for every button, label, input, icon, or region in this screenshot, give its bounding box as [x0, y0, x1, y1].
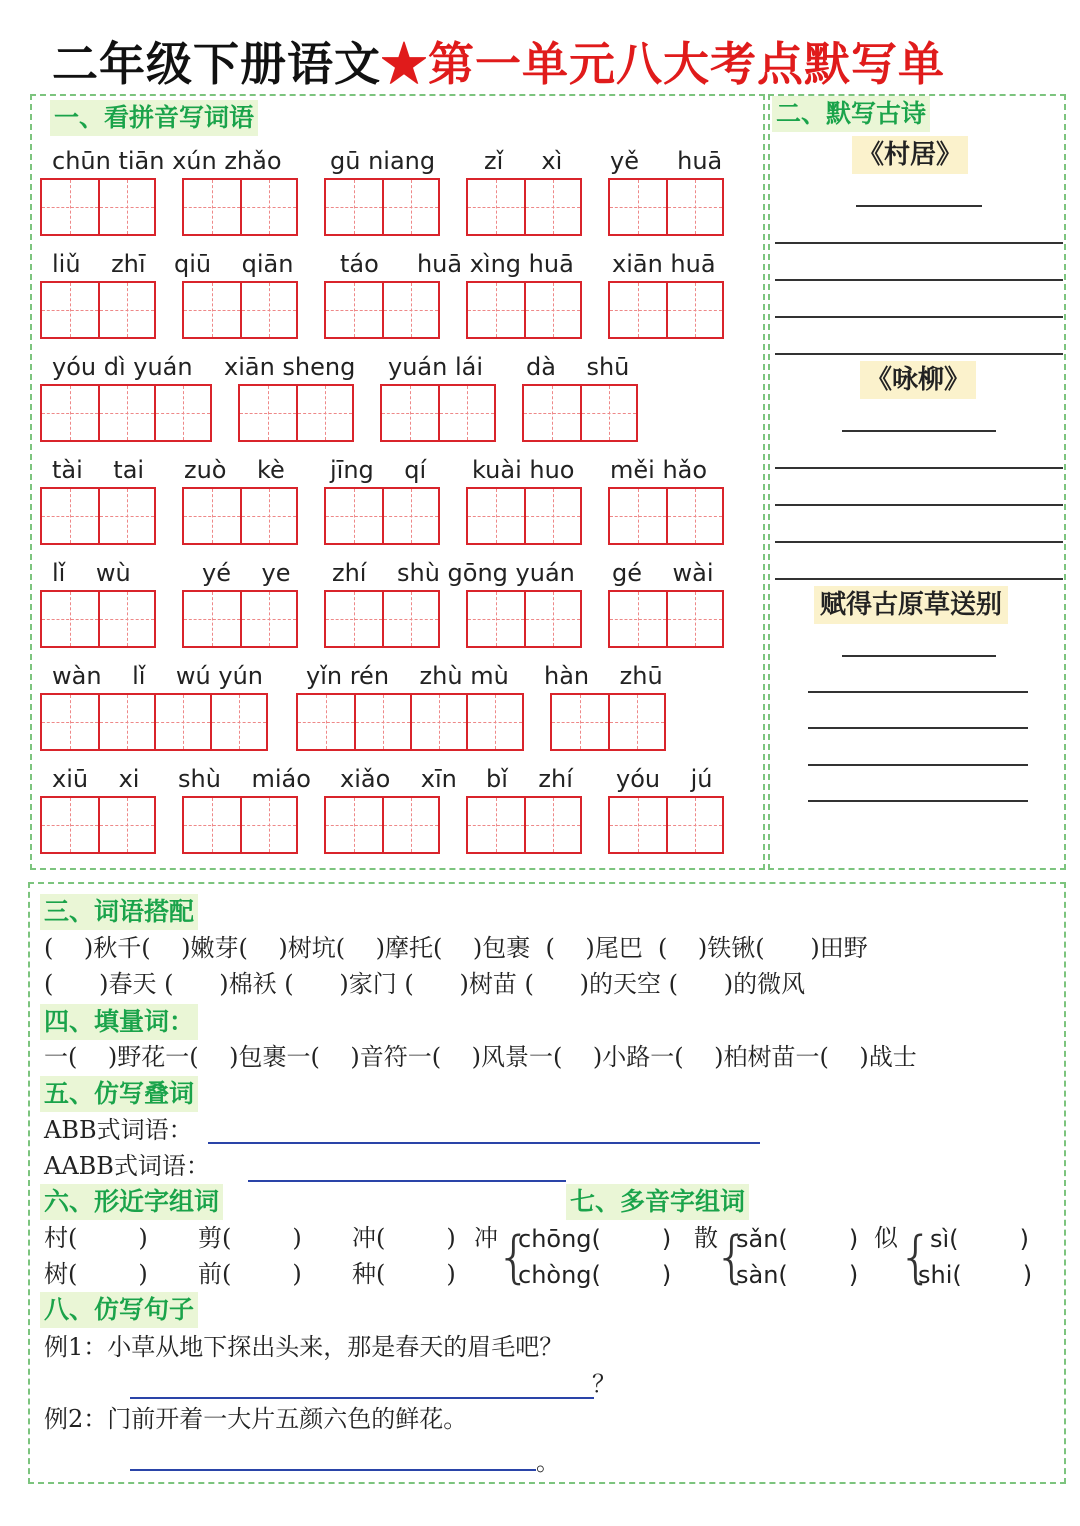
- pinyin-label: lǐ wù: [52, 559, 131, 587]
- writing-grid[interactable]: [324, 487, 440, 545]
- section-5-heading: 五、仿写叠词: [40, 1076, 198, 1112]
- section-8-heading: 八、仿写句子: [40, 1292, 198, 1328]
- similar-char-item[interactable]: 树( ): [44, 1260, 148, 1288]
- pinyin-label: yóu dì yuán: [52, 353, 193, 381]
- writing-grid[interactable]: [182, 178, 298, 236]
- writing-grid[interactable]: [324, 281, 440, 339]
- aabb-answer-line[interactable]: [248, 1180, 566, 1182]
- answer-line[interactable]: [808, 727, 1028, 729]
- similar-char-item[interactable]: 种( ): [352, 1260, 456, 1288]
- pinyin-label: yóu jú: [616, 765, 713, 793]
- aabb-label: AABB式词语：: [44, 1152, 210, 1180]
- pinyin-label: xiān sheng: [224, 353, 356, 381]
- polyphone-item[interactable]: sàn( ): [736, 1261, 859, 1289]
- section-7-heading: 七、多音字组词: [566, 1184, 749, 1220]
- writing-grid[interactable]: [466, 590, 582, 648]
- section-6-heading: 六、形近字组词: [40, 1184, 223, 1220]
- pinyin-label: měi hǎo: [610, 456, 708, 484]
- pinyin-label: bǐ zhí: [486, 765, 573, 793]
- pinyin-label: kuài huo: [472, 456, 575, 484]
- polyphone-char: 冲: [474, 1224, 498, 1252]
- collocation-line[interactable]: ( )春天 ( )棉袄 ( )家门 ( )树苗 ( )的天空 ( )的微风: [44, 970, 806, 998]
- period-mark: 。: [536, 1448, 560, 1476]
- brace-icon: {: [898, 1225, 934, 1290]
- pinyin-label: zuò kè: [184, 456, 285, 484]
- poem-title: 赋得古原草送别: [814, 586, 1008, 624]
- answer-line[interactable]: [775, 467, 1063, 469]
- polyphone-item[interactable]: shi( ): [918, 1261, 1033, 1289]
- section-1-heading: 一、看拼音写词语: [50, 100, 258, 136]
- writing-grid[interactable]: [40, 487, 156, 545]
- writing-grid[interactable]: [608, 487, 724, 545]
- page-title: [52, 28, 945, 94]
- polyphone-char: 散: [694, 1224, 718, 1252]
- pinyin-label: xiān huā: [612, 250, 716, 278]
- section-2-heading: 二、默写古诗: [772, 96, 930, 132]
- writing-grid[interactable]: [182, 281, 298, 339]
- brace-icon: {: [714, 1225, 750, 1290]
- pinyin-label: xiū xi: [52, 765, 140, 793]
- abb-label: ABB式词语：: [44, 1116, 193, 1144]
- pinyin-label: xiǎo xīn: [340, 765, 457, 793]
- writing-grid[interactable]: [466, 487, 582, 545]
- writing-grid[interactable]: [608, 178, 724, 236]
- question-mark: ？: [592, 1370, 616, 1398]
- answer-line[interactable]: [775, 353, 1063, 355]
- pinyin-label: yé ye: [202, 559, 291, 587]
- pinyin-label: hàn zhū: [544, 662, 663, 690]
- title-grade: 二年级下册语文: [52, 37, 381, 91]
- writing-grid[interactable]: [40, 178, 156, 236]
- writing-grid[interactable]: [182, 487, 298, 545]
- pinyin-label: gé wài: [612, 559, 714, 587]
- writing-grid[interactable]: [324, 178, 440, 236]
- poem-title: 《咏柳》: [860, 361, 976, 399]
- answer-line[interactable]: [842, 430, 996, 432]
- writing-grid[interactable]: [380, 384, 496, 442]
- writing-grid[interactable]: [466, 281, 582, 339]
- polyphone-item[interactable]: chōng( ): [518, 1225, 672, 1253]
- pinyin-label: yǐn rén zhù mù: [306, 662, 509, 690]
- pinyin-label: dà shū: [526, 353, 630, 381]
- answer-line[interactable]: [775, 316, 1063, 318]
- similar-char-item[interactable]: 前( ): [198, 1260, 302, 1288]
- pinyin-label: qiū qiān: [174, 250, 294, 278]
- example-sentence-1: 例1：小草从地下探出头来，那是春天的眉毛吧？: [44, 1333, 564, 1361]
- measure-word-line[interactable]: 一( )野花一( )包裹一( )音符一( )风景一( )小路一( )柏树苗一( )战士: [44, 1043, 917, 1071]
- section-4-heading: 四、填量词：: [40, 1004, 198, 1040]
- similar-char-item[interactable]: 剪( ): [198, 1224, 302, 1252]
- answer-line[interactable]: [808, 800, 1028, 802]
- writing-grid[interactable]: [40, 384, 212, 442]
- polyphone-item[interactable]: sǎn( ): [736, 1225, 859, 1253]
- writing-grid[interactable]: [466, 178, 582, 236]
- pinyin-label: wàn lǐ wú yún: [52, 662, 264, 690]
- sentence-answer-line-2[interactable]: [130, 1469, 536, 1471]
- answer-line[interactable]: [775, 279, 1063, 281]
- title-unit: 第一单元八大考点默写单: [428, 37, 945, 91]
- answer-line[interactable]: [842, 655, 996, 657]
- answer-line[interactable]: [808, 691, 1028, 693]
- pinyin-label: gū niang: [330, 147, 436, 175]
- writing-grid[interactable]: [324, 590, 440, 648]
- answer-line[interactable]: [775, 541, 1063, 543]
- writing-grid[interactable]: [40, 796, 156, 854]
- writing-grid[interactable]: [608, 281, 724, 339]
- pinyin-label: yě huā: [610, 147, 723, 175]
- poem-box: [768, 94, 1066, 870]
- pinyin-label: zǐ xì: [484, 147, 563, 175]
- sentence-answer-line-1[interactable]: [130, 1397, 594, 1399]
- star-icon: ★: [381, 37, 428, 91]
- writing-grid[interactable]: [466, 796, 582, 854]
- similar-char-item[interactable]: 冲( ): [352, 1224, 456, 1252]
- writing-grid[interactable]: [238, 384, 354, 442]
- brace-icon: {: [496, 1225, 532, 1290]
- answer-line[interactable]: [808, 764, 1028, 766]
- pinyin-label: jīng qí: [330, 456, 427, 484]
- pinyin-label: liǔ zhī: [52, 250, 146, 278]
- answer-line[interactable]: [775, 504, 1063, 506]
- pinyin-label: shù miáo: [178, 765, 311, 793]
- poem-title: 《村居》: [852, 136, 968, 174]
- writing-grid[interactable]: [550, 693, 666, 751]
- abb-answer-line[interactable]: [208, 1142, 760, 1144]
- answer-line[interactable]: [775, 242, 1063, 244]
- writing-grid[interactable]: [522, 384, 638, 442]
- polyphone-item[interactable]: sì( ): [930, 1225, 1029, 1253]
- writing-grid[interactable]: [40, 693, 268, 751]
- similar-char-item[interactable]: 村( ): [44, 1224, 148, 1252]
- pinyin-label: chūn tiān xún zhǎo: [52, 147, 282, 175]
- pinyin-label: táo huā xìng huā: [340, 250, 574, 278]
- writing-grid[interactable]: [182, 590, 298, 648]
- section-3-heading: 三、词语搭配: [40, 894, 198, 930]
- writing-grid[interactable]: [324, 796, 440, 854]
- answer-line[interactable]: [856, 205, 982, 207]
- writing-grid[interactable]: [296, 693, 524, 751]
- polyphone-item[interactable]: chòng( ): [518, 1261, 672, 1289]
- polyphone-char: 似: [874, 1224, 898, 1252]
- example-sentence-2: 例2：门前开着一大片五颜六色的鲜花。: [44, 1405, 468, 1433]
- writing-grid[interactable]: [182, 796, 298, 854]
- pinyin-label: tài tai: [52, 456, 145, 484]
- collocation-line[interactable]: ( )秋千( )嫩芽( )树坑( )摩托( )包裹 ( )尾巴 ( )铁锹( )田野: [44, 934, 868, 962]
- pinyin-label: yuán lái: [388, 353, 484, 381]
- pinyin-label: zhí shù gōng yuán: [332, 559, 575, 587]
- writing-grid[interactable]: [40, 281, 156, 339]
- writing-grid[interactable]: [40, 590, 156, 648]
- writing-grid[interactable]: [608, 590, 724, 648]
- writing-grid[interactable]: [608, 796, 724, 854]
- answer-line[interactable]: [775, 578, 1063, 580]
